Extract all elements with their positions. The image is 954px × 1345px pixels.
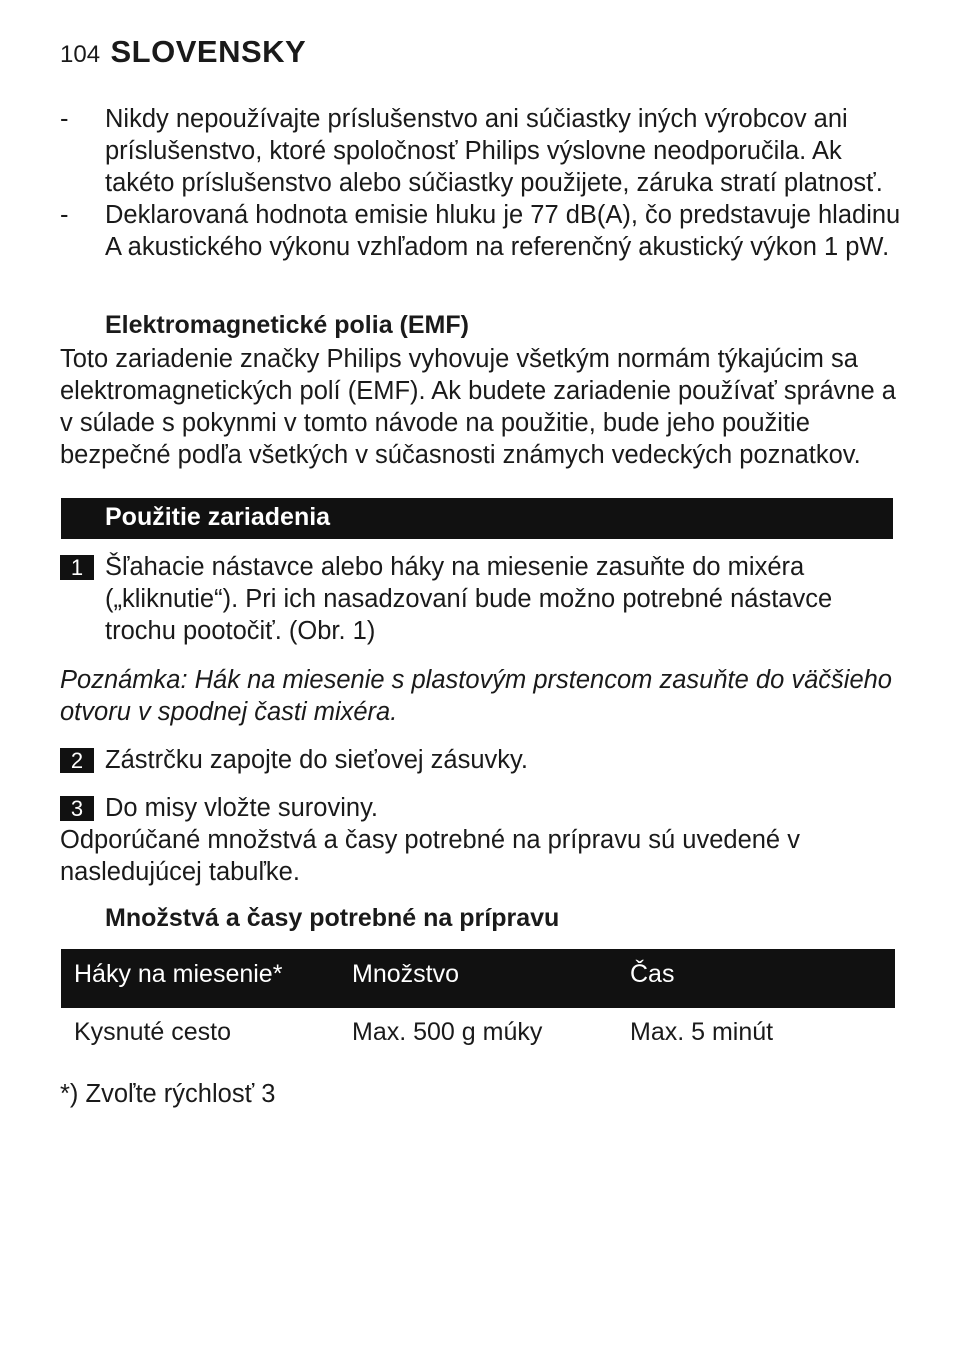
table-cell: Kysnuté cesto [74,1018,232,1046]
page-number: 104 [60,41,101,68]
bullet-dash: - [60,201,69,229]
step-number: 1 [60,555,94,580]
section-title: Použitie zariadenia [105,503,331,531]
emf-heading: Elektromagnetické polia (EMF) [105,311,469,339]
step-number: 2 [60,748,94,773]
table-header-cell: Háky na miesenie* [74,960,283,988]
quantities-table [61,949,895,1058]
bullet-text: Deklarovaná hodnota emisie hluku je 77 dB(A), čo predstavuje hladinu A akustického výkonu vzhľadom na referenčný akustický výkon 1 pW. [105,201,901,261]
step-text: Do misy vložte suroviny. [105,794,379,822]
note-text: Poznámka: Hák na miesenie s plastovým prstencom zasuňte do väčšieho otvoru v spodnej časti mixéra. [60,666,892,726]
table-header-row [61,949,895,1008]
section-header [61,498,893,539]
step-text: Šľahacie nástavce alebo háky na miesenie zasuňte do mixéra („kliknutie“). Pri ich nasadzovaní bude možno potrebné nástavce trochu pootočiť. (Obr. 1) [105,553,833,645]
step-number: 3 [60,796,94,821]
bullet-text: Nikdy nepoužívajte príslušenstvo ani súčiastky iných výrobcov ani príslušenstvo, ktoré spoločnosť Philips výslovne neodporučila. Ak takéto príslušenstvo alebo súčiastky použijete, záruka stratí platnosť. [105,105,883,197]
table-header-cell: Čas [630,960,675,988]
step-detail: Odporúčané množstvá a časy potrebné na prípravu sú uvedené v nasledujúcej tabuľke. [60,826,800,886]
table-heading: Množstvá a časy potrebné na prípravu [105,904,560,932]
table-header-cell: Množstvo [352,960,459,988]
footnote: *) Zvoľte rýchlosť 3 [60,1080,276,1108]
bullet-dash: - [60,105,69,133]
table-cell: Max. 500 g múky [352,1018,543,1046]
emf-paragraph: Toto zariadenie značky Philips vyhovuje všetkým normám týkajúcim sa elektromagnetických polí (EMF). Ak budete zariadenie používať správne a v súlade s pokynmi v tomto návode na použitie, bude jeho použitie bezpečné podľa všetkých v súčasnosti známych vedeckých poznatkov. [60,345,896,469]
step-text: Zástrčku zapojte do sieťovej zásuvky. [105,746,528,774]
table-cell: Max. 5 minút [630,1018,774,1046]
page-header [60,34,306,70]
language-title: SLOVENSKY [110,34,307,69]
table-row [61,1008,895,1058]
